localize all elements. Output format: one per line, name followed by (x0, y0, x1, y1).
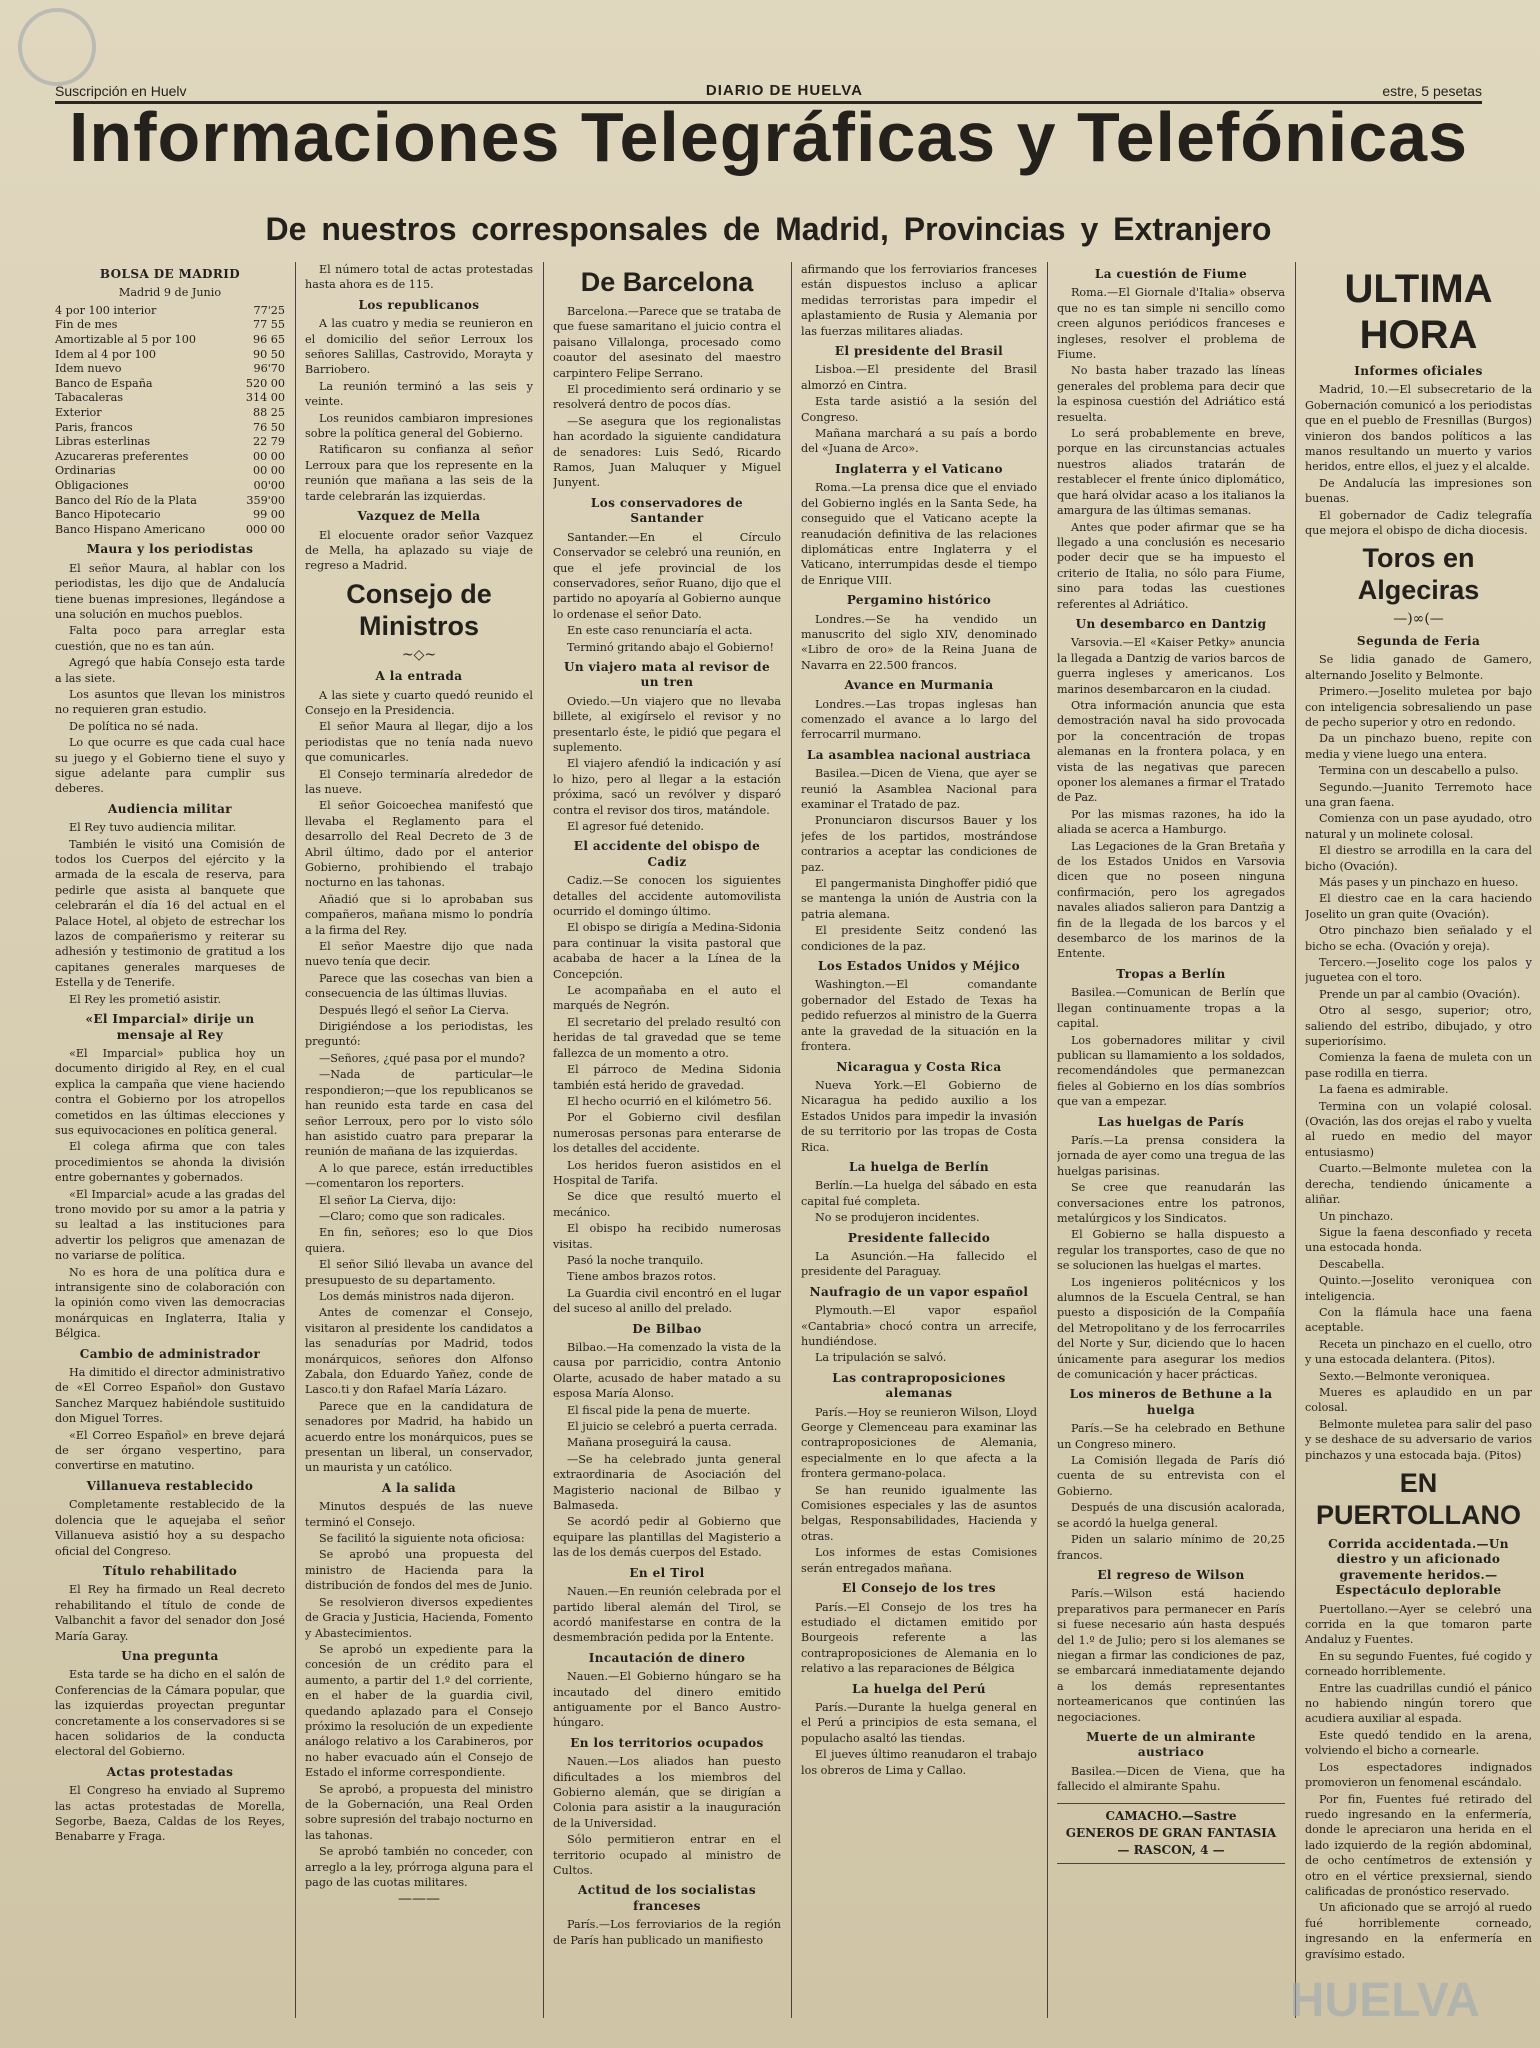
paragraph: No basta haber trazado las líneas generales del problema para decir que la espinosa cuestión del Adriático está resuelta. (1057, 364, 1285, 424)
paragraph: «El Correo Español» en breve dejará de ser órgano vespertino, para convertirse en matutino. (55, 1428, 285, 1473)
stock-value: 000 00 (245, 522, 285, 536)
paragraph: El hecho ocurrió en el kilómetro 56. (567, 1094, 772, 1108)
heading: Los conservadores de Santander (590, 495, 744, 526)
heading: Pergamino histórico (846, 593, 992, 608)
page-title: Informaciones Telegráficas y Telefónicas (68, 98, 1469, 176)
paragraph: Antes de comenzar el Consejo, visitaron al presidente los candidatos a las senadurías por Madrid, todos monárquicos, señores don Alfonso Zabala, don Eduardo Yañez, conde de Lasco.ti y don Rafael María Lázaro. (305, 1306, 533, 1397)
paragraph: Se lidia ganado de Gamero, alternando Joselito y Belmonte. (1305, 653, 1532, 682)
paragraph: El Rey tuvo audiencia militar. (69, 821, 237, 835)
paragraph: Se dice que resultó muerto el mecánico. (553, 1190, 781, 1219)
paragraph: La tripulación se salvó. (815, 1351, 947, 1365)
heading: La cuestión de Fiume (1094, 267, 1248, 281)
paragraph: Se resolvieron diversos expedientes de Gracia y Justicia, Hacienda, Fomento y Abastecimientos. (305, 1595, 533, 1640)
paragraph: Primero.—Joselito muletea por bajo con inteligencia sobresaliendo un pase de pecho superior y otro en redondo. (1305, 685, 1532, 729)
stock-value: 99 00 (252, 508, 285, 522)
stock-value: 00'00 (253, 478, 285, 492)
paragraph: Pronunciaron discursos Bauer y los jefes de los partidos, mostrándose contrarios a aceptar las condiciones de paz. (801, 814, 1037, 874)
stock-value: 520 00 (245, 376, 285, 390)
paragraph: Un pinchazo. (1319, 1209, 1394, 1223)
paragraph: Nueva York.—El Gobierno de Nicaragua ha pedido auxilio a los Estados Unidos para impedir la invasión de su territorio por las tropas de Costa Rica. (801, 1078, 1037, 1154)
paragraph: Londres.—Las tropas inglesas han comenzado el avance a lo largo del ferrocarril murmano. (801, 697, 1037, 742)
paragraph: El gobernador de Cadiz telegrafía que mejora el obispo de dicha diocesis. (1305, 508, 1532, 538)
section-title: Consejo de Ministros (346, 578, 492, 641)
stock-row (55, 348, 285, 363)
paragraph: La Guardia civil encontró en el lugar del suceso al anillo del prelado. (553, 1286, 781, 1316)
paragraph: El colega afirma que con tales procedimientos se ahonda la división entre gobernantes y gobernados. (55, 1140, 285, 1185)
bolsa-title: BOLSA DE MADRID (99, 267, 241, 281)
heading: Las huelgas de París (1097, 1114, 1245, 1129)
paragraph: Lo será probablemente en breve, porque en las circunstancias actuales nuestros aliados tratarán de restablecer el frente único diplomático, que hará olvidar acaso a los italianos la amargura de las últimas semanas. (1057, 427, 1285, 518)
stock-row (55, 304, 285, 319)
stock-row (55, 464, 285, 479)
stock-value: 96'70 (253, 362, 285, 376)
paragraph: En su segundo Fuentes, fué cogido y corneado horriblemente. (1305, 1649, 1532, 1679)
section-title: EN PUERTOLLANO (1315, 1468, 1521, 1530)
stock-row (55, 494, 285, 509)
paragraph: Ratificaron su confianza al señor Lerroux para que los represente en la reunión que mañana a las seis de la tarde celebrarán las izquierdas. (305, 443, 533, 503)
paragraph: El diestro se arrodilla en la cara del bicho (Ovación). (1305, 844, 1532, 873)
paragraph: A las cuatro y media se reunieron en el domicilio del señor Lerroux los señores Salillas, Castrovido, Morayta y Barriobero. (305, 317, 533, 377)
stock-value: 76 50 (252, 420, 285, 434)
heading: En el Tirol (629, 1565, 705, 1580)
paragraph: Nauen.—En reunión celebrada por el partido liberal alemán del Tirol, se acordó manifestarse en contra de la desmembración pedida por la Entente. (553, 1585, 781, 1645)
heading: A la entrada (375, 669, 463, 684)
heading: Vazquez de Mella (357, 509, 481, 524)
paragraph: Belmonte muletea para salir del paso y se deshace de su adversario de varios pinchazos y una estocada baja. (Pitos) (1305, 1417, 1532, 1462)
paragraph: París.—Durante la huelga general en el Perú a principios de esta semana, el populacho asaltó las tiendas. (801, 1700, 1037, 1745)
paragraph: Otro al sesgo, superior; otro, saliendo del estribo, dibujado, y otro superiorísimo. (1305, 1004, 1532, 1049)
paragraph: Por fin, Fuentes fué retirado del ruedo ingresando en la enfermería, donde le apreciaron una herida en el lado izquierdo de la región abdominal, de ocho centímetros de extensión y otro en el vértice prexsiernal, siendo calificadas de pronóstico reservado. (1305, 1792, 1532, 1898)
paragraph: El señor Maestre dijo que nada nuevo tenía que decir. (305, 940, 533, 969)
column-divider (543, 262, 544, 2018)
paragraph: —Se ha celebrado junta general extraordinaria de Asociación del Magisterio nacional de Bilbao y Balmaseda. (553, 1452, 781, 1513)
paragraph: Minutos después de las nueve terminó el Consejo. (305, 1500, 533, 1529)
stock-value: 77 55 (252, 318, 285, 332)
stock-value: 00 00 (252, 464, 285, 478)
paragraph: Falta poco para arreglar esta cuestión, que no es tan aún. (55, 624, 285, 653)
paragraph: El elocuente orador señor Vazquez de Mella, ha aplazado su viaje de regreso a Madrid. (305, 528, 533, 573)
paragraph: Esta tarde asistió a la sesión del Congreso. (801, 395, 1037, 424)
paragraph: Santander.—En el Círculo Conservador se celebró una reunión, en que el jefe provincial de los conservadores, señor Ruano, dijo que el partido no apoyaría al Gobierno aunque lo ordenase el señor Dato. (553, 530, 781, 621)
stock-name: Exterior (55, 405, 102, 419)
heading: Un viajero mata al revisor de un tren (563, 659, 770, 690)
stock-row (55, 435, 285, 450)
paragraph: afirmando que los ferroviarios franceses están dispuestos incluso a aplicar medidas terroristas para impedir el aplastamiento de Rusia y Alemania por las fuerzas militares aliadas. (801, 263, 1037, 338)
paragraph: Cuarto.—Belmonte muletea con la derecha, tendiendo únicamente a aliñar. (1305, 1162, 1532, 1207)
paragraph: En este caso renunciaría el acta. (567, 624, 753, 638)
paragraph: Lo que ocurre es que cada cual hace su juego y el Gobierno tiene el suyo y sigue adelante para cumplir sus deberes. (55, 736, 285, 796)
stock-name: Ordinarias (55, 464, 116, 478)
paragraph: Parece que en la candidatura de senadores por Madrid, ha habido un acuerdo entre los monárquicos, pues se presentan un liberal, un conservador, un maurista y un católico. (305, 1399, 533, 1475)
stock-row (55, 421, 285, 436)
heading: Segunda de Feria (1356, 633, 1481, 648)
paragraph: También le visitó una Comisión de todos los Cuerpos del ejército y la armada de la escala de reserva, para pedirle que asista al banquete que celebrarán el día 16 del actual en el Palace Hotel, al objeto de estrechar los lazos de compañerismo y reiterar su adhesión y testimonio de gratitud a los capitanes generales marqueses de Estella y de Tenerife. (55, 837, 285, 990)
paragraph: Se han reunido igualmente las Comisiones especiales y las de asuntos belgas, Responsabilidades, Hacienda y otras. (801, 1483, 1037, 1543)
stock-name: Amortizable al 5 por 100 (55, 333, 196, 346)
paragraph: Se aprobó, a propuesta del ministro de la Gobernación, una Real Orden sobre supresión del trabajo nocturno en las tahonas. (305, 1782, 533, 1842)
paragraph: Mueres es aplaudido en un par colosal. (1305, 1385, 1532, 1415)
paragraph: Añadió que si lo aprobaban sus compañeros, mañana mismo lo pondría a la firma del Rey. (305, 892, 533, 937)
paragraph: París.—Hoy se reunieron Wilson, Lloyd George y Clemenceau para examinar las contraproposiciones de Alemania, especialmente en lo que afecta a la frontera germano-polaca. (801, 1405, 1037, 1481)
column-5 (1057, 262, 1285, 2018)
paragraph: El Consejo terminaría alrededor de las nueve. (305, 767, 533, 796)
stock-value: 90 50 (252, 347, 285, 361)
paragraph: En fin, señores; eso lo que Dios quiera. (305, 1226, 533, 1255)
ad-line: — RASCON, 4 — (1117, 1842, 1225, 1857)
paragraph: No es hora de una política dura e intransigente sino de colaboración con la opinión como viven las democracias monárquicas en Inglaterra, Italia y Bélgica. (55, 1265, 285, 1341)
paragraph: El señor La Cierva, dijo: (319, 1193, 457, 1207)
section-title: De Barcelona (580, 267, 754, 297)
paragraph: Plymouth.—El vapor español «Cantabria» chocó contra un arrecife, hundiéndose. (801, 1304, 1037, 1348)
heading: La huelga de Berlín (848, 1159, 990, 1174)
heading: El accidente del obispo de Cadiz (573, 839, 761, 869)
heading: «El Imparcial» dirije un mensaje al Rey (85, 1012, 255, 1042)
paragraph: El número total de actas protestadas hasta ahora es de 115. (305, 263, 533, 292)
paragraph: Quinto.—Joselito veroniquea con inteligencia. (1305, 1274, 1532, 1303)
column-6 (1305, 262, 1532, 2018)
stock-name: Banco del Río de la Plata (55, 493, 197, 507)
paragraph: Tiene ambos brazos rotos. (567, 1270, 717, 1284)
heading: Corrida accidentada.—Un diestro y un aficionado gravemente heridos.—Espectáculo deplorable (1328, 1537, 1509, 1598)
stock-row (55, 450, 285, 465)
stock-name: Tabacaleras (55, 391, 123, 405)
paragraph: Los ingenieros politécnicos y los alumnos de la Escuela Central, se han puesto a disposición de la Compañía del Metropolitano y de los ferrocarriles del Norte y Sur, diciendo que lo hacen únicamente para asegurar los medios de comunicación y hacer prácticas. (1057, 1275, 1285, 1382)
newspaper-name: DIARIO DE HUELVA (705, 82, 863, 99)
heading: Título rehabilitado (102, 1563, 238, 1578)
heading: Villanueva restablecido (86, 1478, 254, 1493)
stock-name: Fin de mes (55, 318, 118, 332)
heading: A la salida (381, 1480, 457, 1495)
page-subtitle: De nuestros corresponsales de Madrid, Provincias y Extranjero (265, 211, 1272, 247)
ornament: ——— (398, 1891, 440, 1908)
stock-value: 77'25 (253, 303, 285, 317)
paragraph: Se aprobó una propuesta del ministro de Hacienda para la distribución de fondos del mes de Junio. (305, 1548, 533, 1593)
paragraph: La Asunción.—Ha fallecido el presidente del Paraguay. (801, 1249, 1037, 1279)
column-divider (1047, 262, 1048, 2018)
paragraph: Los informes de estas Comisiones serán entregados mañana. (801, 1546, 1037, 1575)
paragraph: El señor Maura al llegar, dijo a los periodistas que no tenía nada nuevo que comunicarles. (305, 720, 533, 765)
stock-value: 359'00 (246, 493, 285, 507)
column-divider (1295, 262, 1296, 2018)
paragraph: A las siete y cuarto quedó reunido el Consejo en la Presidencia. (305, 688, 533, 717)
stock-row (55, 377, 285, 392)
heading: Una pregunta (121, 1648, 219, 1663)
heading: Los Estados Unidos y Méjico (817, 959, 1021, 974)
stock-row (55, 333, 285, 348)
heading: En los territorios ocupados (570, 1735, 764, 1750)
watermark-stamp: HUELVA (1289, 1974, 1480, 2027)
paragraph: Nauen.—El Gobierno húngaro se ha incautado del dinero emitido antiguamente por el Banco Austro-húngaro. (553, 1670, 781, 1730)
stock-row (55, 508, 285, 523)
section-title: Toros en Algeciras (1357, 543, 1480, 606)
ornament: ~◇~ (401, 646, 437, 663)
heading: La asamblea nacional austriaca (806, 747, 1032, 762)
heading: Las contraproposiciones alemanas (832, 1370, 1006, 1401)
paragraph: Receta un pinchazo en el cuello, otro y una estocada delantera. (Pitos). (1305, 1337, 1532, 1367)
heading: Actas protestadas (106, 1764, 234, 1779)
paragraph: Completamente restablecido de la dolencia que le aquejaba el señor Villanueva asistió hoy a su despacho oficial del Congreso. (55, 1498, 285, 1558)
paragraph: Ha dimitido el director administrativo de «El Correo Español» don Gustavo Sanchez Marquez habiéndole sustituido don Miguel Torres. (55, 1366, 285, 1426)
paragraph: Varsovia.—El «Kaiser Petky» anuncia la llegada a Dantzig de varios barcos de guerra ingleses y americanos. Los marinos desembarcaron en la ciudad. (1057, 636, 1285, 696)
paragraph: Cadiz.—Se conocen los siguientes detalles del accidente automovilista ocurrido el domingo último. (553, 874, 781, 919)
paragraph: El viajero afendió la indicación y así lo hizo, pero al llegar a la estación próxima, sacó un revólver y disparó contra el revisor dos tiros, matándole. (553, 757, 781, 817)
paragraph: El obispo se dirigía a Medina-Sidonia para continuar la visita pastoral que acababa de hacer a la Línea de la Concepción. (553, 921, 781, 981)
paragraph: La faena es admirable. (1319, 1083, 1449, 1097)
stock-name: 4 por 100 interior (55, 303, 157, 317)
paragraph: Roma.—La prensa dice que el enviado del Gobierno inglés en la Santa Sede, ha conseguido que el Vaticano acepte la reanudación definitiva de las relaciones diplomáticas entre Inglaterra y el Vaticano, interrumpidas desde el tiempo de Enrique VIII. (801, 481, 1037, 587)
column-divider (295, 262, 296, 2018)
paragraph: Piden un salario mínimo de 20,25 francos. (1057, 1533, 1285, 1562)
paragraph: Comienza la faena de muleta con un pase rodilla en tierra. (1305, 1051, 1532, 1080)
paragraph: Basilea.—Dicen de Viena, que ha fallecido el almirante Spahu. (1057, 1764, 1285, 1794)
stock-row (55, 406, 285, 421)
paragraph: Las Legaciones de la Gran Bretaña y de los Estados Unidos en Varsovia dicen que no poseen ninguna confirmación, pero los agregados navales aliados salieron para Dantzig a fin de la llegada de los barcos y el desembarco de los marinos de la Entente. (1057, 839, 1285, 961)
paragraph: El secretario del prelado resultó con heridas de tal gravedad que se teme fallezca de un momento a otro. (553, 1015, 781, 1060)
paragraph: Le acompañaba en el auto el marqués de Negrón. (553, 984, 781, 1013)
paragraph: De Andalucía las impresiones son buenas. (1305, 476, 1532, 506)
ad-line: CAMACHO.—Sastre (1105, 1808, 1237, 1823)
paragraph: Sigue la faena desconfiado y receta una estocada honda. (1305, 1225, 1532, 1255)
heading: De Bilbao (632, 1321, 702, 1336)
stock-row (55, 391, 285, 406)
paragraph: El Rey les prometió asistir. (69, 992, 222, 1006)
heading: Audiencia militar (108, 801, 232, 816)
paragraph: Después de una discusión acalorada, se acordó la huelga general. (1057, 1501, 1285, 1530)
subscription-note: Suscripción en Huelv (55, 83, 187, 99)
stock-name: Banco de España (55, 376, 153, 390)
paragraph: París.—Los ferroviarios de la región de París han publicado un manifiesto (553, 1918, 781, 1947)
paragraph: El pangermanista Dinghoffer pidió que se mantenga la unión de Austria con la patria alemana. (801, 877, 1037, 921)
paragraph: El procedimiento será ordinario y se resolverá dentro de pocos días. (553, 383, 781, 412)
paragraph: —Claro; como que son radicales. (319, 1209, 506, 1223)
paragraph: Sólo permitieron entrar en el territorio ocupado al ministro de Cultos. (553, 1833, 781, 1877)
paragraph: Basilea.—Dicen de Viena, que ayer se reunió la Asamblea Nacional para examinar el Tratado de paz. (801, 767, 1037, 811)
paragraph: Berlín.—La huelga del sábado en esta capital fué completa. (801, 1179, 1037, 1208)
paragraph: El diestro cae en la cara haciendo Joselito un gran quite (Ovación). (1305, 892, 1532, 921)
paragraph: París.—Se ha celebrado en Bethune un Congreso minero. (1057, 1422, 1285, 1451)
stock-row (55, 523, 285, 538)
column-4 (801, 262, 1037, 2018)
paragraph: Los espectadores indignados promovieron un fenomenal escándalo. (1305, 1760, 1532, 1790)
paragraph: El presidente Seitz condenó las condiciones de la paz. (801, 924, 1037, 953)
paragraph: París.—La prensa considera la jornada de ayer como una tregua de las huelgas parisinas. (1057, 1133, 1285, 1178)
paragraph: Tercero.—Joselito coge los palos y juguetea con el toro. (1305, 956, 1532, 985)
paragraph: De política no sé nada. (69, 719, 199, 733)
column-1 (55, 262, 285, 2018)
paragraph: Lisboa.—El presidente del Brasil almorzó en Cintra. (801, 363, 1037, 392)
heading: Cambio de administrador (79, 1346, 261, 1361)
section-title: ULTIMA HORA (1344, 267, 1493, 357)
paragraph: Da un pinchazo bueno, repite con media y viene luego una entera. (1305, 732, 1532, 761)
paragraph: El agresor fué detenido. (567, 820, 704, 833)
paragraph: París.—Wilson está haciendo preparativos para permanecer en París si fuese necesario aún hasta después del 1.º de Julio; pero si los alemanes se niegan a firmar las condiciones de paz, se embarcará inmediatamente dejando a los demás representantes norteamericanos que continúen las negociaciones. (1057, 1587, 1285, 1724)
paragraph: Termina con un volapié colosal. (Ovación, las dos orejas el rabo y vuelta al ruedo en medio del mayor entusiasmo) (1305, 1099, 1532, 1159)
paragraph: Con la flámula hace una faena aceptable. (1305, 1305, 1532, 1335)
stock-row (55, 479, 285, 494)
paragraph: Basilea.—Comunican de Berlín que llegan continuamente tropas a la capital. (1057, 986, 1285, 1031)
paragraph: —Se asegura que los regionalistas han acordado la siguiente candidatura de senadores: Luis Sedó, Ricardo Ramos, Juan Maluquer y Miguel Junyent. (553, 414, 781, 490)
paragraph: Parece que las cosechas van bien a consecuencia de las últimas lluvias. (305, 971, 533, 1001)
paragraph: El jueves último reanudaron el trabajo los obreros de Lima y Callao. (801, 1748, 1037, 1777)
advertisement (1057, 1803, 1285, 1864)
heading: El Consejo de los tres (842, 1581, 996, 1596)
paragraph: Un aficionado que se arrojó al ruedo fué horriblemente corneado, ingresando en la enfermería en gravísimo estado. (1305, 1901, 1532, 1961)
heading: Tropas a Berlín (1116, 966, 1226, 981)
paragraph: Otra información anuncia que esta demostración naval ha sido provocada por la concentración de tropas alemanas en la frontera polaca, y en vista de las negativas que parecen oponer los alemanes a firmar el Tratado de Paz. (1057, 698, 1285, 805)
paragraph: Entre las cuadrillas cundió el pánico no habiendo ningún torero que acudiera auxiliar al espada. (1305, 1681, 1532, 1726)
stock-name: Paris, francos (55, 420, 133, 434)
heading: El regreso de Wilson (1097, 1567, 1245, 1582)
paragraph: Los demás ministros nada dijeron. (319, 1289, 515, 1303)
paragraph: Se facilitó la siguiente nota oficiosa: (319, 1532, 525, 1546)
paragraph: París.—El Consejo de los tres ha estudiado el dictamen emitido por Bourgeois referente a las contraproposiciones de Alemania en lo relativo a las reparaciones de Bélgica (801, 1600, 1037, 1676)
heading: Presidente fallecido (847, 1230, 991, 1245)
paragraph: Comienza con un pase ayudado, otro natural y un molinete colosal. (1305, 812, 1532, 841)
columns (55, 262, 1532, 2018)
heading: Naufragio de un vapor español (809, 1284, 1029, 1299)
paragraph: «El Imparcial» publica hoy un documento dirigido al Rey, en el cual explica la campaña que viene haciendo contra el Gobierno por los atropellos cometidos en las últimas elecciones y sus equivocaciones en política general. (55, 1046, 285, 1137)
heading: La huelga del Perú (852, 1681, 986, 1696)
paragraph: Los heridos fueron asistidos en el Hospital de Tarifa. (553, 1158, 781, 1187)
paragraph: El párroco de Medina Sidonia también está herido de gravedad. (553, 1063, 781, 1092)
paragraph: Se aprobó también no conceder, con arreglo a la ley, prórroga alguna para el pago de las cuotas militares. (305, 1845, 533, 1889)
paragraph: Se aprobó un expediente para la concesión de un crédito para el aumento, a partir del 1.º del corriente, en el haber de la guardia civil, quedando aplazado para el Consejo próximo la resolución de un expediente análogo relativo a los Carabineros, por no haber evacuado aún el Consejo de Estado el informe correspondiente. (305, 1642, 533, 1780)
paragraph: El obispo ha recibido numerosas visitas. (553, 1222, 781, 1251)
bolsa-date: Madrid 9 de Junio (118, 286, 222, 300)
paragraph: La Comisión llegada de París dió cuenta de su entrevista con el Gobierno. (1057, 1454, 1285, 1498)
paragraph: El Rey ha firmado un Real decreto rehabilitando el título de conde de Valbanchit a favor del senador don José María Garay. (55, 1583, 285, 1643)
heading: Los mineros de Bethune a la huelga (1069, 1387, 1273, 1417)
heading: Un desembarco en Dantzig (1075, 616, 1267, 631)
paragraph: Dirigiéndose a los periodistas, les preguntó: (305, 1020, 533, 1049)
paragraph: Puertollano.—Ayer se celebró una corrida en la que tomaron parte Andaluz y Fuentes. (1305, 1602, 1532, 1647)
paragraph: El Congreso ha enviado al Supremo las actas protestadas de Morella, Segorbe, Baeza, Caldas de los Reyes, Benabarre y Fraga. (55, 1784, 285, 1844)
stock-value: 22 79 (252, 435, 285, 449)
heading: El presidente del Brasil (834, 344, 1004, 359)
paragraph: El señor Silió llevaba un avance del presupuesto de su departamento. (305, 1258, 533, 1287)
paragraph: Agregó que había Consejo esta tarde a las siete. (55, 656, 285, 685)
paragraph: Segundo.—Juanito Terremoto hace una gran faena. (1305, 780, 1532, 809)
heading: Los republicanos (358, 297, 480, 312)
paragraph: Terminó gritando abajo el Gobierno! (567, 640, 774, 654)
paragraph: Después llegó el señor La Cierva. (319, 1003, 510, 1017)
stock-table (55, 304, 285, 538)
stock-name: Idem al 4 por 100 (55, 347, 156, 361)
paragraph: Londres.—Se ha vendido un manuscrito del siglo XIV, denominado «Libro de oro» de la Reina Juana de Navarra en 22.500 francos. (801, 612, 1037, 672)
stock-name: Banco Hispano Americano (55, 522, 206, 536)
paragraph: Termina con un descabello a pulso. (1319, 764, 1519, 778)
paragraph: Nauen.—Los aliados han puesto dificultades a los miembros del Gobierno alemán, que se dirigían a Colonia para asistir a la inauguración de la Universidad. (553, 1755, 781, 1830)
stock-name: Azucareras preferentes (55, 449, 189, 463)
heading: Maura y los periodistas (86, 542, 254, 557)
stock-value: 88 25 (252, 405, 285, 419)
paragraph: El juicio se celebró a puerta cerrada. (567, 1420, 778, 1434)
paragraph: Oviedo.—Un viajero que no llevaba billete, al exigírselo el revisor y no presentarlo éste, le pidió que pegara el suplemento. (553, 694, 781, 754)
paragraph: Washington.—El comandante gobernador del Estado de Texas ha pedido refuerzos al ministro de la Guerra ante la gravedad de la situación en la frontera. (801, 978, 1037, 1054)
paragraph: Se cree que reanudarán las conversaciones entre los patronos, metalúrgicos y los Sindicatos. (1057, 1181, 1285, 1225)
paragraph: Antes que poder afirmar que se ha llegado a una conclusión es necesario poder decir que se ha impuesto el criterio de Italia, no sólo para Fiume, sino para todas las cuestiones referentes al Adriático. (1057, 520, 1285, 611)
paragraph: —Señores, ¿qué pasa por el mundo? (319, 1051, 526, 1065)
heading: Avance en Murmania (844, 678, 994, 693)
stock-name: Idem nuevo (55, 362, 122, 376)
paragraph: La reunión terminó a las seis y veinte. (305, 379, 533, 409)
heading: Actitud de los socialistas franceses (577, 1883, 756, 1913)
paragraph: Sexto.—Belmonte veroniquea. (1319, 1369, 1491, 1383)
paragraph: Roma.—El Giornale d'Italia» observa que no es tan simple ni sencillo como creen algunos periódicos franceses e ingleses, resolver el problema de Fiume. (1057, 286, 1285, 362)
paragraph: Se acordó pedir al Gobierno que equipare las plantillas del Magisterio a las de los demás cuerpos del Estado. (553, 1515, 781, 1560)
column-divider (791, 262, 792, 2018)
column-2 (305, 262, 533, 2018)
paragraph: Otro pinchazo bien señalado y el bicho se echa. (Ovación y oreja). (1305, 924, 1532, 953)
paragraph: El señor Maura, al hablar con los periodistas, les dijo que de Andalucía tiene buenas impresiones, llegándose a una solución en muchos pueblos. (55, 561, 285, 621)
paragraph: Los gobernadores militar y civil publican su llamamiento a los soldados, recomendándoles que permanezcan fieles al Gobierno en los días sombríos que van a empezar. (1057, 1033, 1285, 1109)
stock-value: 314 00 (245, 391, 285, 405)
stock-name: Obligaciones (55, 478, 129, 492)
heading: Incautación de dinero (588, 1650, 746, 1665)
paragraph: Pasó la noche tranquilo. (567, 1253, 704, 1267)
heading: Muerte de un almirante austriaco (1086, 1729, 1256, 1760)
paragraph: Los asuntos que llevan los ministros no requieren gran estudio. (55, 687, 285, 717)
paragraph: Madrid, 10.—El subsecretario de la Gobernación comunicó a los periodistas que en el pueblo de Fresnillas (Burgos) vinieron dos bandos políticos a las manos resultando un muerto y varios heridos, entre ellos, el juez y el alcalde. (1305, 383, 1532, 474)
paragraph: —Nada de particular—le respondieron;—que los republicanos se han reunido esta tarde en casa del señor Lerroux, pero por lo visto sólo han asistido cuatro para preparar la reunión de mañana de las izquierdas. (305, 1068, 533, 1159)
paragraph: Esta tarde se ha dicho en el salón de Conferencias de la Cámara popular, que las izquierdas proyectan preguntar concretamente a los conservadores si se hacen solidarios de la conducta electoral del Gobierno. (55, 1668, 285, 1759)
price-note: estre, 5 pesetas (1382, 83, 1482, 99)
paragraph: El señor Goicoechea manifestó que llevaba el Reglamento para el desarrollo del Real Decreto de 3 de Abril último, dado por el anterior Gobierno, prohibiendo el trabajo nocturno en las tahonas. (305, 799, 533, 890)
paragraph: Por el Gobierno civil desfilan numerosas personas para enterarse de los detalles del accidente. (553, 1111, 781, 1156)
column-3 (553, 262, 781, 2018)
paragraph: Por las mismas razones, ha ido la aliada se acerca a Hamburgo. (1057, 807, 1285, 837)
stock-name: Libras esterlinas (55, 435, 151, 449)
stock-row (55, 318, 285, 333)
paragraph: Los reunidos cambiaron impresiones sobre la política general del Gobierno. (305, 411, 533, 441)
stock-name: Banco Hipotecario (55, 508, 161, 522)
stock-row (55, 362, 285, 377)
paragraph: Barcelona.—Parece que se trataba de que fuese samaritano el juicio contra el paisano Villalonga, procesado como coautor del asesinato del maestro carpintero Felipe Serrano. (553, 305, 781, 380)
paragraph: El fiscal pide la pena de muerte. (567, 1403, 751, 1417)
paragraph: «El Imparcial» acude a las gradas del trono movido por su amor a la patria y su lealtad a las instituciones para advertir los peligros que amenazan de no variarse de política. (55, 1187, 285, 1263)
heading: Nicaragua y Costa Rica (836, 1059, 1002, 1074)
paragraph: Más pases y un pinchazo en hueso. (1319, 875, 1519, 889)
ornament: —)∞(— (1393, 611, 1444, 628)
stock-value: 00 00 (252, 449, 285, 463)
paragraph: Mañana proseguirá la causa. (567, 1436, 732, 1450)
stock-value: 96 65 (252, 333, 285, 346)
paragraph: Mañana marchará a su país a bordo del «Juana de Arco». (801, 427, 1037, 456)
paragraph: Prende un par al cambio (Ovación). (1319, 987, 1521, 1001)
paragraph: Este quedó tendido en la arena, volviendo el bicho a cornearle. (1305, 1728, 1532, 1758)
paragraph: No se produjeron incidentes. (815, 1211, 980, 1225)
paragraph: A lo que parece, están irreductibles —comentaron los reporters. (305, 1161, 533, 1191)
heading: Informes oficiales (1354, 364, 1483, 378)
paragraph: Descabella. (1319, 1257, 1385, 1271)
paragraph: Bilbao.—Ha comenzado la vista de la causa por parricidio, contra Antonio Olarte, acusado de haber matado a su esposa María Alonso. (553, 1341, 781, 1401)
paragraph: El Gobierno se halla dispuesto a regular los transportes, caso de que no se solucionen las huelgas el martes. (1057, 1228, 1285, 1273)
ad-line: GENEROS DE GRAN FANTASIA (1065, 1825, 1277, 1840)
heading: Inglaterra y el Vaticano (835, 461, 1003, 476)
